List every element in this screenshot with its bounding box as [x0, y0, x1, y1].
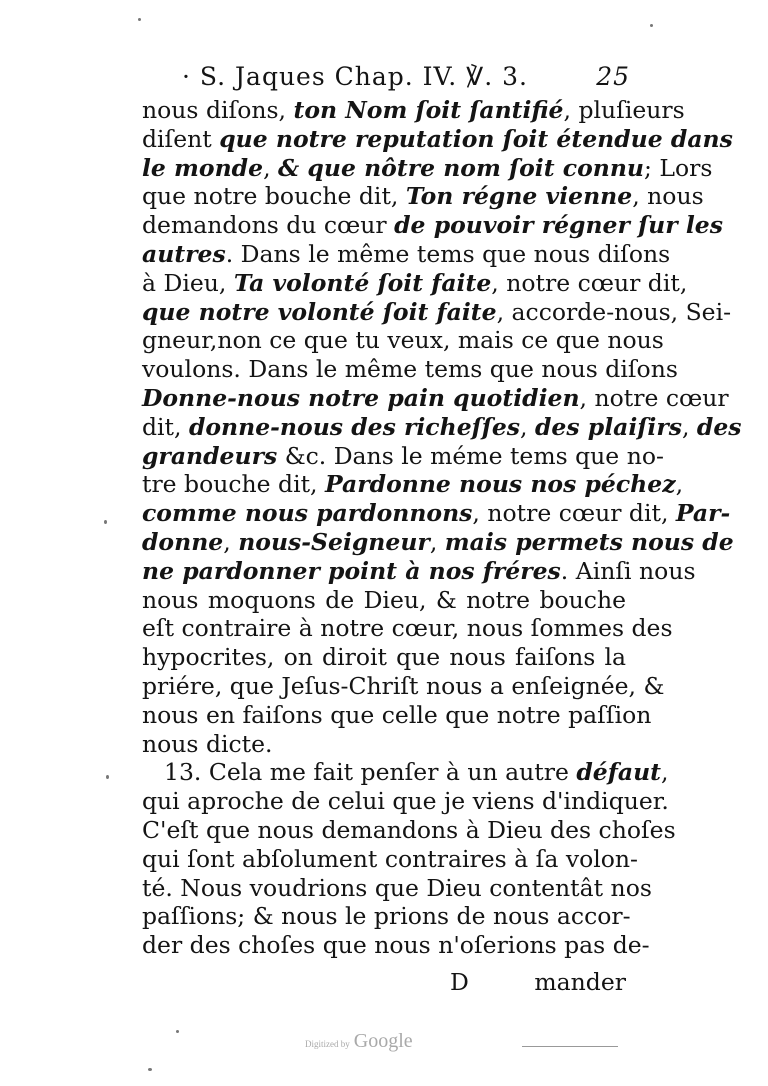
text-line	[142, 383, 729, 413]
text-line	[142, 758, 669, 787]
italic-text: ton Nom ſoit ſantifié	[293, 96, 564, 124]
italic-text: Ton régne vienne	[405, 182, 633, 211]
scan-speck	[138, 18, 141, 21]
text-line	[142, 902, 631, 931]
text-line	[142, 671, 665, 701]
italic-text: de pouvoir régner ſur les	[394, 211, 723, 240]
scan-speck	[148, 1068, 152, 1071]
roman-text: gneur,non ce que tu veux, mais ce que nous	[142, 326, 664, 355]
roman-text: tre bouche dit,	[142, 470, 325, 499]
roman-text: , accorde-nous, Sei-	[496, 297, 732, 326]
roman-text: paſſions; & nous le prions de nous accor-	[142, 902, 631, 931]
watermark-prefix: Digitized by	[305, 1039, 350, 1049]
italic-text: mais permets nous de	[444, 527, 734, 556]
running-head: · S. Jaques Chap. IV. ℣. 3.	[182, 62, 528, 91]
text-line	[142, 844, 638, 874]
text-line	[142, 499, 731, 528]
signature-mark: D	[450, 968, 469, 996]
italic-text: & que nôtre nom ſoit connu	[278, 153, 645, 182]
text-line	[142, 873, 652, 903]
italic-text: le monde	[142, 153, 264, 182]
roman-text: &c. Dans le méme tems que no-	[277, 441, 664, 470]
text-line	[142, 700, 652, 730]
text-line	[142, 527, 734, 557]
roman-text: eſt contraire à notre cœur, nous ſommes des	[142, 614, 673, 643]
text-line	[142, 614, 673, 643]
italic-text: nous-Seigneur	[238, 527, 430, 556]
roman-text: nous en faiſons que celle que notre paſſion	[142, 700, 652, 729]
italic-text: comme nous pardonnons	[142, 499, 473, 528]
text-line	[142, 239, 671, 269]
text-line	[142, 815, 676, 845]
text-line	[142, 211, 723, 240]
roman-text: , nous	[632, 182, 704, 211]
roman-text: ,	[223, 527, 239, 556]
text-line	[142, 268, 688, 298]
italic-text: que notre volonté ſoit faite	[142, 297, 497, 326]
page-number: 25	[596, 62, 630, 91]
roman-text: ,	[429, 527, 445, 556]
italic-text: Pardonne nous nos péchez	[325, 470, 676, 499]
text-line	[142, 182, 704, 211]
italic-text: grandeurs	[142, 441, 278, 470]
italic-text: défaut	[576, 758, 662, 787]
italic-text: que notre reputation ſoit étendue dans	[219, 124, 733, 153]
text-line	[142, 297, 732, 327]
text-line	[142, 556, 696, 586]
roman-text: ,	[263, 153, 279, 182]
roman-text: hypocrites, on diroit que nous faiſons la	[142, 643, 626, 672]
italic-text: des plaiſirs	[535, 412, 682, 441]
page-footer	[142, 968, 626, 998]
scan-speck	[106, 775, 109, 779]
roman-text: der des choſes que nous n'oſerions pas de-	[142, 931, 650, 960]
roman-text: diſent	[142, 124, 220, 153]
italic-text: Ta volonté ſoit faite	[233, 268, 492, 297]
roman-text: , notre cœur dit,	[491, 268, 688, 297]
text-line	[142, 96, 685, 125]
roman-text: . Ainſi nous	[560, 556, 696, 585]
roman-text: nous diſons,	[142, 96, 294, 124]
text-line	[142, 412, 742, 442]
body-text	[142, 96, 742, 960]
italic-text: donne	[142, 527, 224, 556]
scan-speck	[176, 1030, 179, 1033]
roman-text: , pluſieurs	[563, 96, 685, 124]
text-line	[142, 124, 733, 154]
text-line	[142, 326, 664, 355]
roman-text: que notre bouche dit,	[142, 182, 406, 211]
watermark-brand: Google	[353, 1030, 413, 1052]
roman-text: dit,	[142, 412, 189, 441]
roman-text: voulons. Dans le même tems que nous diſons	[142, 355, 678, 384]
roman-text: ,	[681, 412, 697, 441]
text-line	[142, 643, 626, 672]
italic-text: ne pardonner point à nos fréres	[142, 556, 561, 585]
text-line	[142, 787, 669, 816]
roman-text: qui ſont abſolument contraires à ſa volon-	[142, 844, 638, 873]
roman-text: , notre cœur dit,	[472, 499, 676, 528]
scan-speck	[650, 24, 653, 27]
digitization-watermark	[305, 1030, 413, 1053]
text-line	[142, 355, 678, 384]
page-header	[150, 62, 630, 98]
text-line	[142, 730, 626, 759]
italic-text: des	[696, 412, 742, 441]
roman-text: à Dieu,	[142, 268, 234, 297]
catchword: mander	[534, 968, 626, 996]
roman-text: nous dicte.	[142, 729, 273, 758]
scan-mark	[522, 1046, 618, 1047]
roman-text: demandons du cœur	[142, 211, 395, 240]
italic-text: autres	[142, 239, 226, 268]
text-line	[142, 586, 626, 615]
text-line	[142, 931, 650, 960]
roman-text: C'eſt que nous demandons à Dieu des choſes	[142, 815, 676, 844]
roman-text: priére, que Jeſus-Chriſt nous a enſeignée, &	[142, 671, 665, 700]
roman-text: , notre cœur	[579, 383, 729, 412]
italic-text: Par-	[675, 499, 731, 528]
roman-text: ; Lors	[644, 153, 713, 182]
text-line	[142, 470, 684, 499]
text-line	[142, 441, 664, 471]
roman-text: té. Nous voudrions que Dieu contentât nos	[142, 873, 652, 902]
roman-text: qui aproche de celui que je viens d'indiquer.	[142, 787, 669, 816]
italic-text: donne-nous des richeſſes	[188, 412, 521, 441]
roman-text: ,	[675, 470, 684, 499]
roman-text: . Dans le même tems que nous diſons	[225, 239, 671, 268]
roman-text: nous moquons de Dieu, & notre bouche	[142, 585, 626, 614]
scan-speck	[104, 520, 107, 524]
text-line	[142, 153, 713, 183]
italic-text: Donne-nous notre pain quotidien	[142, 383, 580, 412]
roman-text: ,	[661, 758, 669, 787]
roman-text: 13. Cela me fait penſer à un autre	[164, 758, 577, 787]
roman-text: ,	[520, 412, 535, 441]
